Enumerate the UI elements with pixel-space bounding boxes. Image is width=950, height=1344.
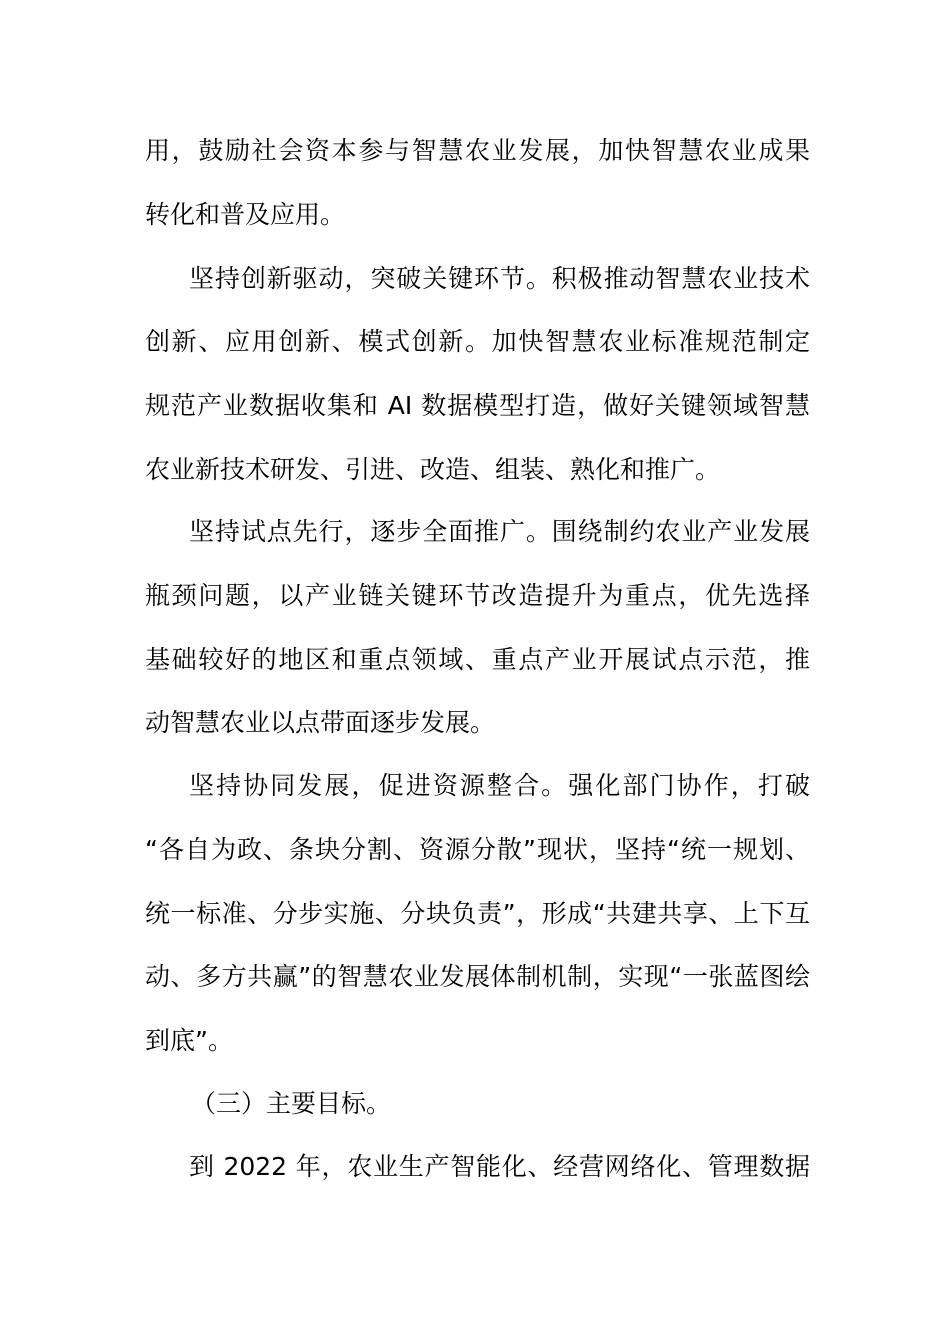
text-line: 统一标准、分步实施、分块负责”，形成“共建共享、上下互 bbox=[145, 899, 810, 928]
text-line: 动、多方共赢”的智慧农业发展体制机制，实现“一张蓝图绘 bbox=[145, 962, 810, 991]
text-line: 基础较好的地区和重点领域、重点产业开展试点示范，推 bbox=[145, 645, 810, 674]
text-line: 动智慧农业以点带面逐步发展。 bbox=[145, 708, 496, 737]
text-line: 到 2022 年，农业生产智能化、经营网络化、管理数据 bbox=[189, 1152, 810, 1181]
text-line: 农业新技术研发、引进、改造、组装、熟化和推广。 bbox=[145, 455, 721, 484]
text-line: 转化和普及应用。 bbox=[145, 200, 346, 229]
text-line: 创新、应用创新、模式创新。加快智慧农业标准规范制定 bbox=[145, 327, 810, 356]
paragraph-heading-line: 坚持创新驱动，突破关键环节。积极推动智慧农业技术 bbox=[189, 264, 810, 293]
text-line: 瓶颈问题，以产业链关键环节改造提升为重点，优先选择 bbox=[145, 581, 810, 610]
text-line: “各自为政、条块分割、资源分散”现状，坚持“统一规划、 bbox=[145, 835, 810, 864]
paragraph-heading-line: 坚持协同发展，促进资源整合。强化部门协作，打破 bbox=[189, 771, 810, 800]
text-line: 到底”。 bbox=[145, 1026, 233, 1055]
paragraph-heading-line: 坚持试点先行，逐步全面推广。围绕制约农业产业发展 bbox=[189, 517, 810, 546]
text-line: 规范产业数据收集和 AI 数据模型打造，做好关键领域智慧 bbox=[145, 391, 810, 420]
text-line: 用，鼓励社会资本参与智慧农业发展，加快智慧农业成果 bbox=[145, 136, 810, 165]
section-heading: （三）主要目标。 bbox=[191, 1089, 392, 1118]
